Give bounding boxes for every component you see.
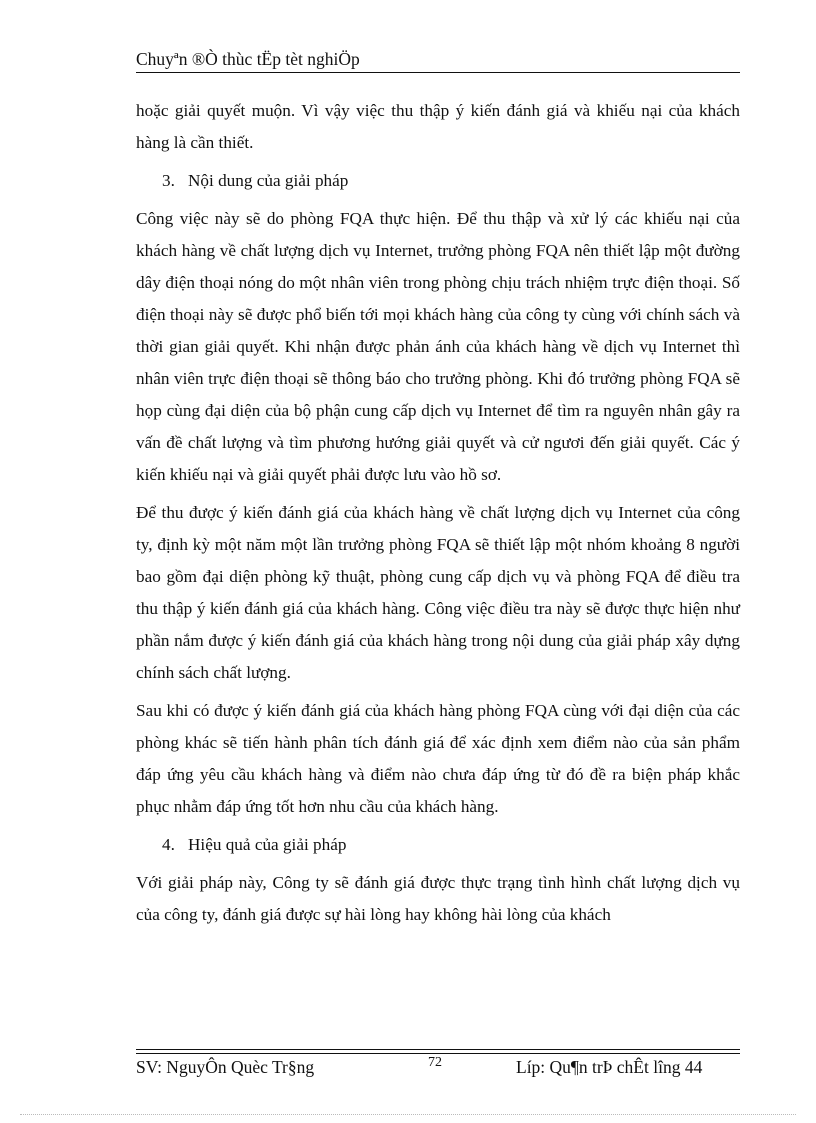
heading-number: 3. bbox=[162, 171, 175, 190]
header-title: Chuyªn ®Ò thùc tËp tèt nghiÖp bbox=[136, 49, 360, 69]
section-heading-3 bbox=[136, 165, 740, 197]
paragraph-5: Với giải pháp này, Công ty sẽ đánh giá được thực trạng tình hình chất lượng dịch vụ của công ty, đánh giá được sự hài lòng hay không hài lòng của khách bbox=[136, 873, 740, 924]
section-heading-4 bbox=[136, 829, 740, 861]
paragraph-4: Sau khi có được ý kiến đánh giá của khách hàng phòng FQA cùng với đại diện của các phòng khác sẽ tiến hành phân tích đánh giá để xác định xem điểm nào của sản phẩm đáp ứng yêu cầu khách hàng và điểm nào chưa đáp ứng từ đó đề ra biện pháp khắc phục nhằm đáp ứng tốt hơn nhu cầu của khách hàng. bbox=[136, 701, 740, 816]
heading-text: Hiệu quả của giải pháp bbox=[188, 835, 347, 854]
paragraph-3: Để thu được ý kiến đánh giá của khách hàng về chất lượng dịch vụ Internet của công ty, định kỳ một năm một lần trưởng phòng FQA sẽ thiết lập một nhóm khoảng 8 người bao gồm đại diện phòng kỹ thuật, phòng cung cấp dịch vụ và phòng FQA để điều tra thu thập ý kiến đánh giá của khách hàng. Công việc điều tra này sẽ được thực hiện như phần nắm được ý kiến đánh giá của khách hàng trong nội dung của giải pháp xây dựng chính sách chất lượng. bbox=[136, 503, 740, 682]
page-header bbox=[136, 48, 740, 73]
footer-student: SV: NguyÔn Quèc Tr§ng bbox=[136, 1057, 315, 1077]
page-bottom-dotted-edge bbox=[20, 1114, 796, 1115]
footer-class: Líp: Qu¶n trÞ chÊt lîng 44 bbox=[516, 1057, 703, 1077]
document-body bbox=[136, 95, 740, 931]
footer-page-number: 72 bbox=[428, 1055, 442, 1070]
footer-rule-top bbox=[136, 1049, 740, 1050]
paragraph-1: hoặc giải quyết muộn. Vì vậy việc thu thập ý kiến đánh giá và khiếu nại của khách hàng là cần thiết. bbox=[136, 101, 740, 152]
heading-text: Nội dung của giải pháp bbox=[188, 171, 349, 190]
paragraph-2: Công việc này sẽ do phòng FQA thực hiện. Để thu thập và xử lý các khiếu nại của khách hàng về chất lượng dịch vụ Internet, trưởng phòng FQA nên thiết lập một đường dây điện thoại nóng do một nhân viên trong phòng chịu trách nhiệm trực điện thoại. Số điện thoại này sẽ được phổ biến tới mọi khách hàng của công ty cùng với chính sách và thời gian giải quyết. Khi nhận được phản ánh của khách hàng về dịch vụ Internet thì nhân viên trực điện thoại sẽ thông báo cho trưởng phòng. Khi đó trưởng phòng FQA sẽ họp cùng đại diện của bộ phận cung cấp dịch vụ Internet để tìm ra nguyên nhân gây ra vấn đề chất lượng và tìm phương hướng giải quyết và cử ngươi đến giải quyết. Các ý kiến khiếu nại và giải quyết phải được lưu vào hồ sơ. bbox=[136, 209, 740, 484]
heading-number: 4. bbox=[162, 835, 175, 854]
